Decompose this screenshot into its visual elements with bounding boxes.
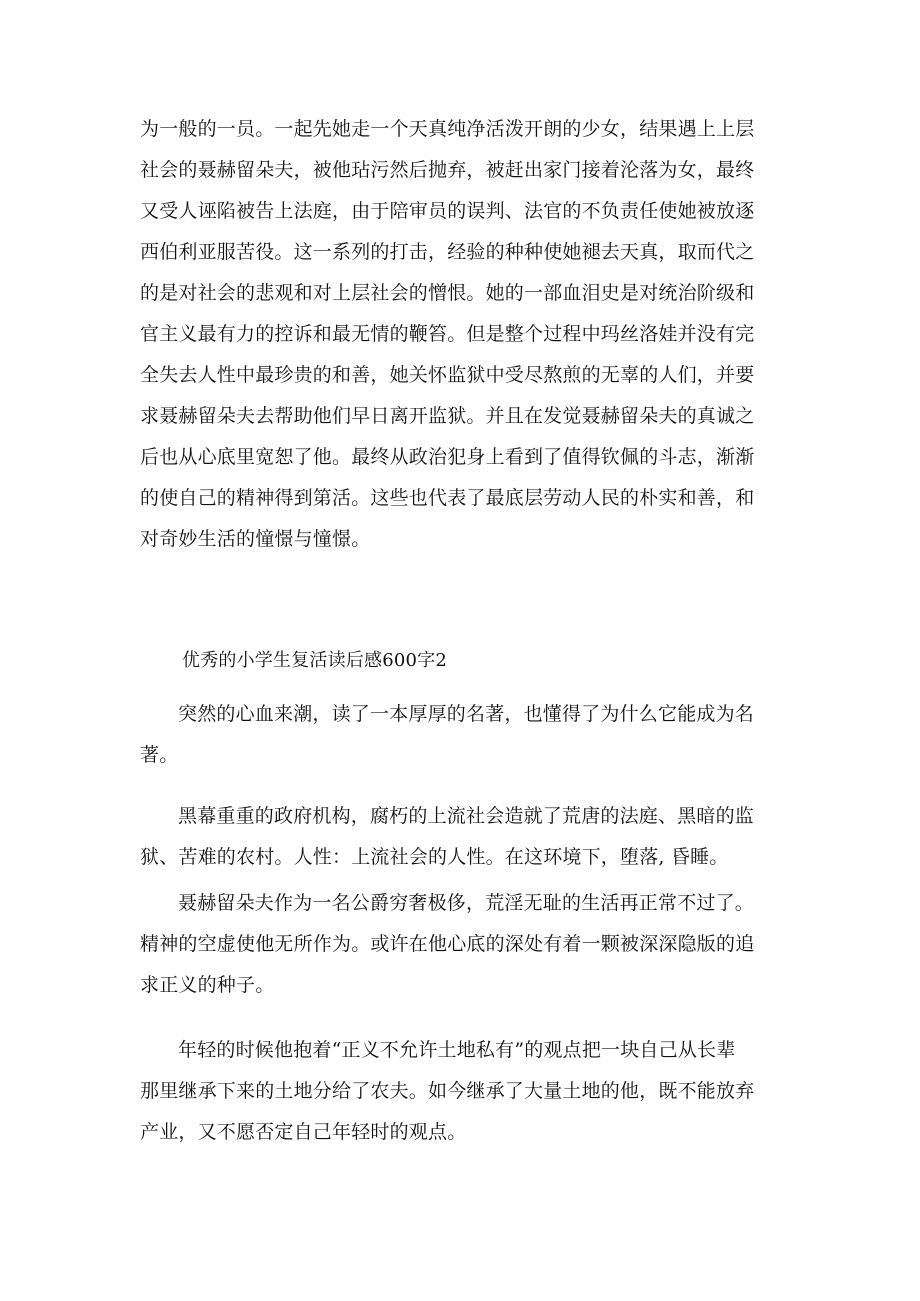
section-heading: 优秀的小学生复活读后感600字2 [182, 650, 448, 671]
paragraph-1-block [140, 109, 790, 560]
paragraph-5-block [140, 1030, 790, 1153]
paragraph-5: 年轻的时候他抱着“正义不允许土地私有”的观点把一块自己从长辈 那里继承下来的土地分给了农夫。如今继承了大量土地的他，既不能放弃 产业，又不愿否定自己年轻时的观点。 [140, 1039, 755, 1143]
heading-block [182, 644, 782, 678]
paragraph-2: 突然的心血来潮，读了一本厚厚的名著，也懂得了为什么它能成为名 著。 [140, 703, 755, 766]
paragraph-4: 聂赫留朵夫作为一名公爵穷奢极侈，荒淫无耻的生活再正常不过了。 精神的空虚使他无所作为。或许在他心底的深处有着一颗被深深隐版的追 求正义的种子。 [140, 892, 755, 996]
paragraph-2-block [140, 694, 790, 776]
paragraph-1: 为一般的一员。一起先她走一个天真纯净活泼开朗的少女，结果遇上上层 社会的聂赫留朵夫，被他玷污然后抛弃，被赶出家门接着沦落为女，最终 又受人诬陷被告上法庭，由于陪审员的误判、法官的不负责任使她被放逐 西伯利亚服苦役。这一系列的打击，经验的种种使她褪去天真，取而代之 的是对社会的悲观和对上层社会的憎恨。她的一部血泪史是对统治阶级和 官主义最有力的控诉和最无情的鞭笞。但是整个过程中玛丝洛娃并没有完 全失去人性中最珍贵的和善，她关怀监狱中受尽熬煎的无辜的人们，并要 求聂赫留朵夫去帮助他们早日离开监狱。并且在发觉聂赫留朵夫的真诚之 后也从心底里宽恕了他。最终从政治犯身上看到了值得钦佩的斗志，渐渐 的使自己的精神得到第活。这些也代表了最底层劳动人民的朴实和善，和 对奇妙生活的憧憬与憧憬。 [140, 118, 755, 550]
paragraph-4-block [140, 883, 790, 1006]
paragraph-3-block [140, 796, 790, 878]
paragraph-3: 黑幕重重的政府机构，腐朽的上流社会造就了荒唐的法庭、黑暗的监 狱、苦难的农村。人性：上流社会的人性。在这环境下，堕落, 昏睡。 [140, 805, 755, 868]
